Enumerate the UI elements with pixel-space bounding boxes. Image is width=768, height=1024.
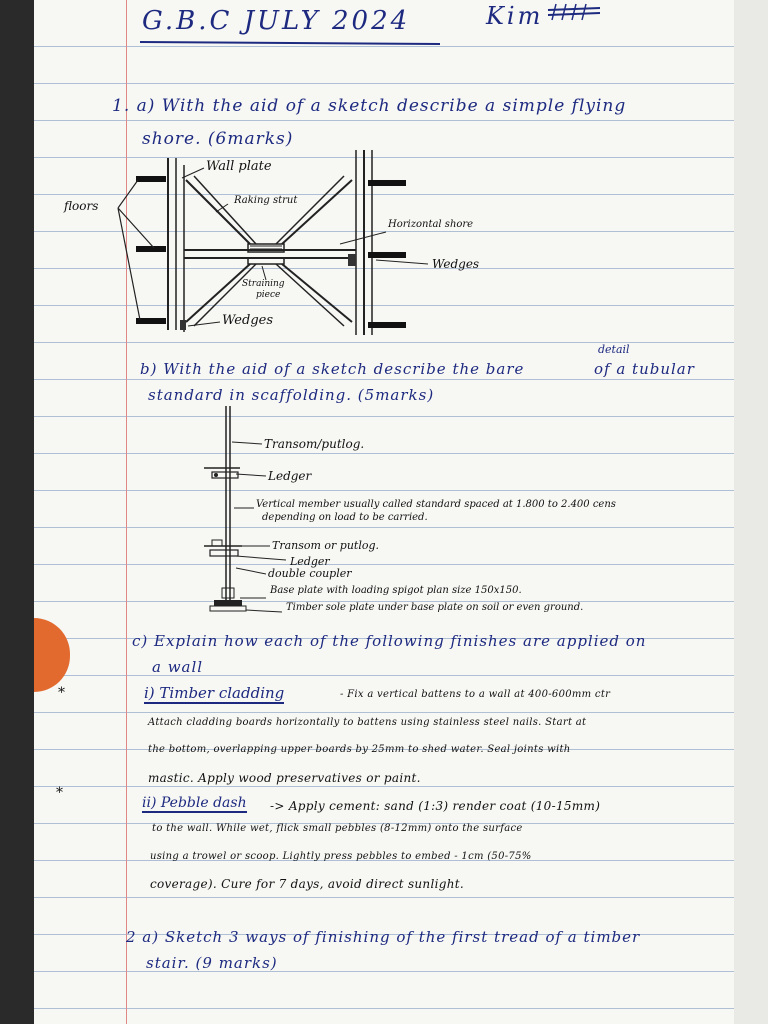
timber-cladding-line2: Attach cladding boards horizontally to battens using stainless steel nails. Start at: [148, 717, 587, 728]
label-ledger-2: Ledger: [290, 555, 330, 568]
label-straining-1: Straining: [242, 279, 285, 289]
pebble-dash-line4: coverage). Cure for 7 days, avoid direct sunlight.: [150, 877, 464, 891]
pebble-dash-line2: to the wall. While wet, flick small pebbles (8-12mm) onto the surface: [152, 823, 523, 834]
label-horizontal-shore: Horizontal shore: [388, 219, 474, 230]
q1b-line1-post: of a tubular: [594, 360, 695, 378]
initials: Kim: [486, 2, 544, 30]
timber-cladding-line1: - Fix a vertical battens to a wall at 400-600mm ctr: [340, 689, 611, 700]
q1c-line1: c) Explain how each of the following finishes are applied on: [132, 632, 647, 650]
label-double-coupler: double coupler: [268, 567, 352, 580]
page-title: G.B.C JULY 2024: [142, 6, 411, 36]
label-transom-putlog-2: Transom or putlog.: [272, 539, 380, 552]
label-transom-putlog-1: Transom/putlog.: [264, 437, 365, 451]
q1c-line2: a wall: [152, 658, 204, 676]
label-wall-plate: Wall plate: [206, 159, 272, 174]
q1a-line2: shore. (6marks): [142, 129, 294, 149]
q1b-line1-pre: b) With the aid of a sketch describe the bare: [140, 360, 525, 378]
timber-cladding-line3: the bottom, overlapping upper boards by 25mm to shed water. Seal joints with: [148, 744, 571, 755]
label-floors: floors: [64, 199, 99, 213]
pebble-dash-heading: ii) Pebble dash: [142, 795, 247, 811]
star-mark-2: *: [56, 785, 64, 801]
label-wedges-1: Wedges: [432, 257, 480, 271]
label-wedges-2: Wedges: [222, 313, 274, 328]
label-vertical-member-2: depending on load to be carried.: [262, 512, 428, 523]
timber-cladding-line4: mastic. Apply wood preservatives or paint.: [148, 771, 421, 785]
q2-line2: stair. (9 marks): [146, 954, 278, 972]
q2-line1: 2 a) Sketch 3 ways of finishing of the first tread of a timber: [126, 928, 641, 946]
label-sole-plate: Timber sole plate under base plate on soil or even ground.: [286, 602, 584, 613]
q1b-line2: standard in scaffolding. (5marks): [148, 386, 435, 404]
pebble-dash-line3: using a trowel or scoop. Lightly press pebbles to embed - 1cm (50-75%: [150, 851, 532, 862]
q1b-detail: detail: [598, 343, 630, 356]
label-raking-strut: Raking strut: [234, 195, 298, 206]
label-straining-2: piece: [256, 290, 281, 300]
star-mark-1: *: [58, 685, 66, 701]
label-base-plate: Base plate with loading spigot plan size 150x150.: [270, 585, 522, 596]
pebble-dash-line1: -> Apply cement: sand (1:3) render coat (10-15mm): [270, 799, 601, 813]
q1a-line1: 1. a) With the aid of a sketch describe a simple flying: [112, 96, 627, 116]
label-vertical-member-1: Vertical member usually called standard spaced at 1.800 to 2.400 cens: [256, 499, 616, 510]
label-ledger-1: Ledger: [268, 469, 312, 483]
timber-cladding-heading: i) Timber cladding: [144, 684, 285, 702]
